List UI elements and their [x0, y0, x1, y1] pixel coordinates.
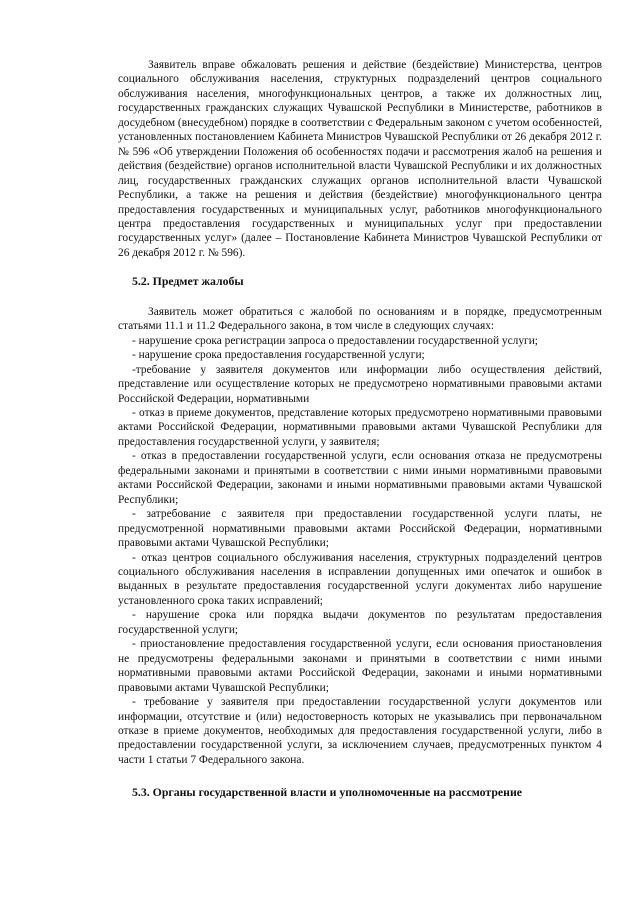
complaint-case-item: - приостановление предоставления государственной услуги, если основания приостановления не предусмотрены федеральными законами и принятыми в соответствии с ними иными нормативными правовыми актами Российской Федерации, законами и иными нормативными правовыми актами Чувашской Республики;: [118, 638, 602, 694]
complaint-case-item: - отказ в предоставлении государственной услуги, если основания отказа не предусмотрены федеральными законами и принятыми в соответствии с ними иными нормативными правовыми актами Российской Федерации, законами и иными нормативными правовыми актами Чувашской Республики;: [118, 450, 602, 506]
intro-paragraph: Заявитель вправе обжаловать решения и действие (бездействие) Министерства, центров социального обслуживания населения, структурных подразделений центров социального обслуживания населения, многофункциональных центров, а также их должностных лиц, государственных гражданских служащих Чувашской Республики в Министерстве, работников в досудебном (внесудебном) порядке в соответствии с Федеральным законом с учетом особенностей, установленных постановлением Кабинета Министров Чувашской Республики от 26 декабря 2012 г. № 596 «Об утверждении Положения об особенностях подачи и рассмотрения жалоб на решения и действия (бездействие) органов исполнительной власти Чувашской Республики и их должностных лиц, государственных гражданских служащих органов исполнительной власти Чувашской Республики, а также на решения и действия (бездействие) многофункционального центра предоставления государственных и муниципальных услуг, работников многофункционального центра предоставления государственных и муниципальных услуг при предоставлении государственных услуг» (далее – Постановление Кабинета Министров Чувашской Республики от 26 декабря 2012 г. № 596).: [118, 59, 603, 259]
section-heading-5-2: 5.2. Предмет жалобы: [132, 274, 244, 289]
complaint-case-item: -требование у заявителя документов или информации либо осуществления действий, представление или осуществление которых не предусмотрено нормативными правовыми актами Российской Федерации, нормативными: [118, 363, 602, 405]
complaint-case-item: - затребование с заявителя при предоставлении государственной услуги платы, не предусмотренной нормативными правовыми актами Российской Федерации, нормативными правовыми актами Чувашской Республики;: [118, 508, 602, 550]
complaint-case-item: - нарушение срока регистрации запроса о предоставлении государственной услуги;: [132, 334, 538, 347]
complaint-case-item: - требование у заявителя при предоставлении государственной услуги документов или информации, отсутствие и (или) недостоверность которых не указывались при первоначальном отказе в приеме документов, необходимых для предоставления государственной услуги, либо в предоставлении государственной услуги, за исключением случаев, предусмотренных пунктом 4 части 1 статьи 7 Федерального закона.: [118, 696, 602, 766]
section-5-2-lead: Заявитель может обратиться с жалобой по основаниям и в порядке, предусмотренным статьями 11.1 и 11.2 Федерального закона, в том числе в следующих случаях:: [118, 305, 602, 333]
complaint-case-item: - нарушение срока предоставления государственной услуги;: [132, 349, 425, 362]
section-heading-5-3: 5.3. Органы государственной власти и уполномоченные на рассмотрение: [132, 785, 522, 800]
complaint-case-item: - отказ в приеме документов, представление которых предусмотрено нормативными правовыми актами Российской Федерации, нормативными правовыми актами Чувашской Республики для предоставления государственной услуги, у заявителя;: [118, 407, 602, 448]
complaint-case-item: - нарушение срока или порядка выдачи документов по результатам предоставления государственной услуги;: [118, 609, 602, 636]
complaint-case-item: - отказ центров социального обслуживания населения, структурных подразделений центров социального обслуживания населения в исправлении допущенных ими опечаток и ошибок в выданных в результате предоставления государственной услуги документах либо нарушение установленного срока таких исправлений;: [118, 551, 602, 607]
